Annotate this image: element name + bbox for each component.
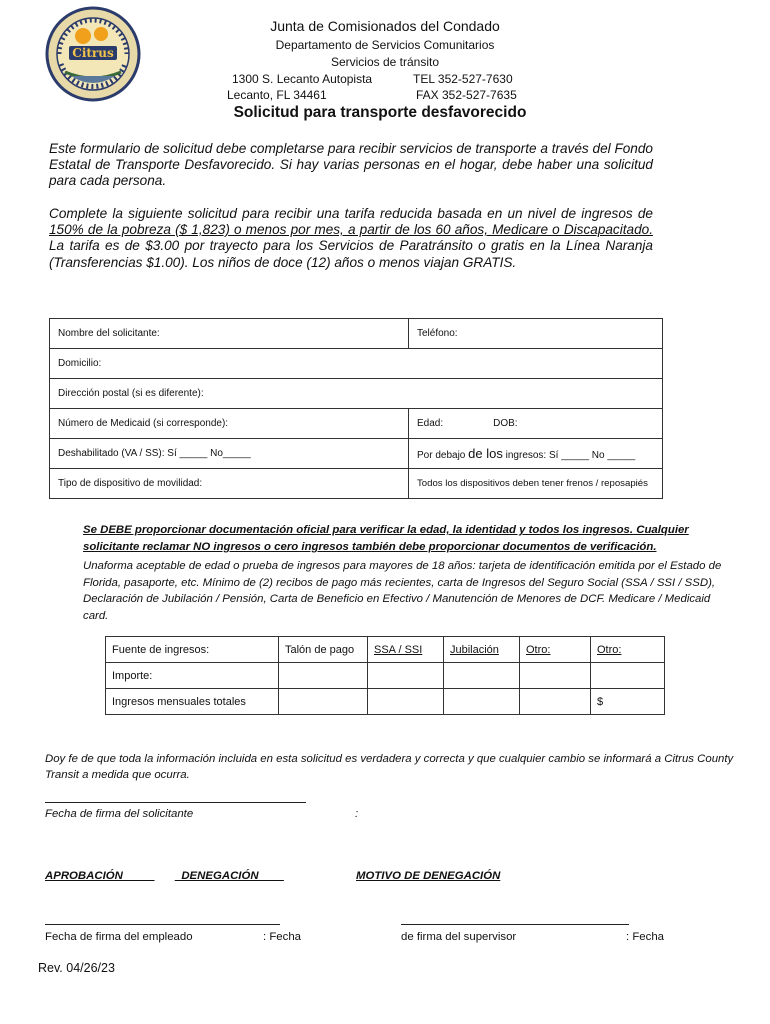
- retirement-header: Jubilación: [444, 637, 520, 663]
- amount-other1-cell[interactable]: [520, 663, 591, 689]
- address-line-1: 1300 S. Lecanto Autopista: [232, 72, 373, 86]
- department-name: Departamento de Servicios Comunitarios: [275, 38, 495, 52]
- fax: FAX 352-527-7635: [416, 88, 517, 102]
- eligibility-criteria: 150% de la pobreza ($ 1,823) o menos por mes, a partir de los 60 años, Medicare o Discapacitado.: [49, 222, 653, 238]
- address-line-2: Lecanto, FL 34461: [227, 88, 327, 102]
- home-address-field[interactable]: [50, 349, 663, 379]
- org-name: Junta de Comisionados del Condado: [270, 18, 500, 34]
- mailing-address-field[interactable]: [50, 379, 663, 409]
- devices-note: Todos los dispositivos deben tener frenos / reposapiés: [409, 469, 663, 499]
- svg-text:Citrus: Citrus: [72, 46, 114, 60]
- applicant-name-label: Nombre del solicitante:: [58, 328, 160, 339]
- denial-label[interactable]: _DENEGACIÓN____: [175, 870, 284, 882]
- amount-retirement-cell[interactable]: [444, 663, 520, 689]
- county-seal-logo: [45, 6, 141, 102]
- total-other1-cell: [520, 689, 591, 715]
- income-table: [105, 636, 665, 715]
- mailing-address-label: Dirección postal (si es diferente):: [58, 388, 204, 399]
- telephone: TEL 352-527-7630: [413, 72, 513, 86]
- service-name: Servicios de tránsito: [330, 55, 440, 69]
- phone-field[interactable]: [409, 319, 663, 349]
- below-income-field[interactable]: [409, 439, 663, 469]
- total-retirement-cell: [444, 689, 520, 715]
- supervisor-date-label: de firma del supervisor: [401, 931, 517, 943]
- disabled-label: Deshabilitado (VA / SS): Sí _____ No_____: [58, 448, 251, 459]
- supervisor-fecha-label: : Fecha: [626, 931, 664, 943]
- employee-signature-line[interactable]: [45, 924, 280, 925]
- other2-header: Otro:: [591, 637, 665, 663]
- below-income-label-b: de los: [468, 446, 503, 461]
- ssa-header: SSA / SSI: [368, 637, 444, 663]
- dob-label: DOB:: [493, 418, 518, 429]
- intro-paragraph: Este formulario de solicitud debe completarse para recibir servicios de transporte a través del Fondo Estatal de Transporte Desfavorecido. Si hay varias personas en el hogar, debe haber una solicitud para cada persona.: [49, 141, 653, 189]
- total-paystub-cell: [279, 689, 368, 715]
- declaration-text: Doy fe de que toda la información incluida en esta solicitud es verdadera y correcta y que cualquier cambio se informará a Citrus County Transit a medida que ocurra.: [45, 753, 734, 781]
- disabled-field[interactable]: [50, 439, 409, 469]
- applicant-date-colon: :: [355, 808, 359, 820]
- total-income-label: Ingresos mensuales totales: [106, 689, 279, 715]
- total-ssa-cell: [368, 689, 444, 715]
- paystub-header: Talón de pago: [279, 637, 368, 663]
- supervisor-signature-line[interactable]: [401, 924, 629, 925]
- age-label: Edad:: [417, 418, 444, 429]
- medicaid-field[interactable]: [50, 409, 409, 439]
- eligibility-paragraph: [49, 206, 653, 271]
- acceptable-proof-notice: Unaforma aceptable de edad o prueba de ingresos para mayores de 18 años: tarjeta de identificación emitida por el Estado de Florida, pasaporte, etc. Mínimo de (2) recibos de pago más recientes, carta de Ingresos del Seguro Social (SSA / SSI / SSD), Declaración de Jubilación / Pensión, Carta de Beneficio en Efectivo / Manutención de Menores de DCF. Medicare / Medicaid card.: [83, 560, 722, 622]
- approval-label[interactable]: APROBACIÓN_____: [45, 870, 155, 882]
- denial-reason-label[interactable]: MOTIVO DE DENEGACIÓN: [356, 870, 501, 882]
- mobility-device-field[interactable]: [50, 469, 409, 499]
- employee-date-label: Fecha de firma del empleado: [45, 931, 193, 943]
- eligibility-text-a: Complete la siguiente solicitud para recibir una tarifa reducida basada en un nivel de ingresos de: [49, 206, 653, 221]
- revision-date: Rev. 04/26/23: [38, 961, 115, 975]
- eligibility-text-c: La tarifa es de $3.00 por trayecto para los Servicios de Paratránsito o gratis en la Línea Naranja (Transferencias $1.00). Los niños de doce (12) años o menos viajan GRATIS.: [49, 238, 653, 270]
- applicant-date-label: Fecha de firma del solicitante: [45, 808, 194, 820]
- other1-header: Otro:: [520, 637, 591, 663]
- age-dob-field[interactable]: [409, 409, 663, 439]
- applicant-signature-line[interactable]: [45, 802, 306, 803]
- amount-ssa-cell[interactable]: [368, 663, 444, 689]
- income-source-label: Fuente de ingresos:: [106, 637, 279, 663]
- applicant-name-field[interactable]: [50, 319, 409, 349]
- amount-label: Importe:: [106, 663, 279, 689]
- mobility-device-label: Tipo de dispositivo de movilidad:: [58, 478, 203, 489]
- below-income-label-c: ingresos: Sí _____ No _____: [502, 450, 636, 461]
- amount-other2-cell[interactable]: [591, 663, 665, 689]
- amount-paystub-cell[interactable]: [279, 663, 368, 689]
- form-title: Solicitud para transporte desfavorecido: [233, 104, 527, 121]
- total-income-value[interactable]: $: [591, 689, 665, 715]
- home-address-label: Domicilio:: [58, 358, 102, 369]
- documentation-required-notice: Se DEBE proporcionar documentación oficial para verificar la edad, la identidad y todos los ingresos. Cualquier solicitante reclamar NO ingresos o cero ingresos también debe proporcionar documentos de verificación.: [83, 524, 689, 553]
- applicant-info-table: [49, 318, 663, 499]
- medicaid-label: Número de Medicaid (si corresponde):: [58, 418, 229, 429]
- phone-label: Teléfono:: [417, 328, 458, 339]
- employee-fecha-label: : Fecha: [263, 931, 301, 943]
- below-income-label-a: Por debajo: [417, 450, 469, 461]
